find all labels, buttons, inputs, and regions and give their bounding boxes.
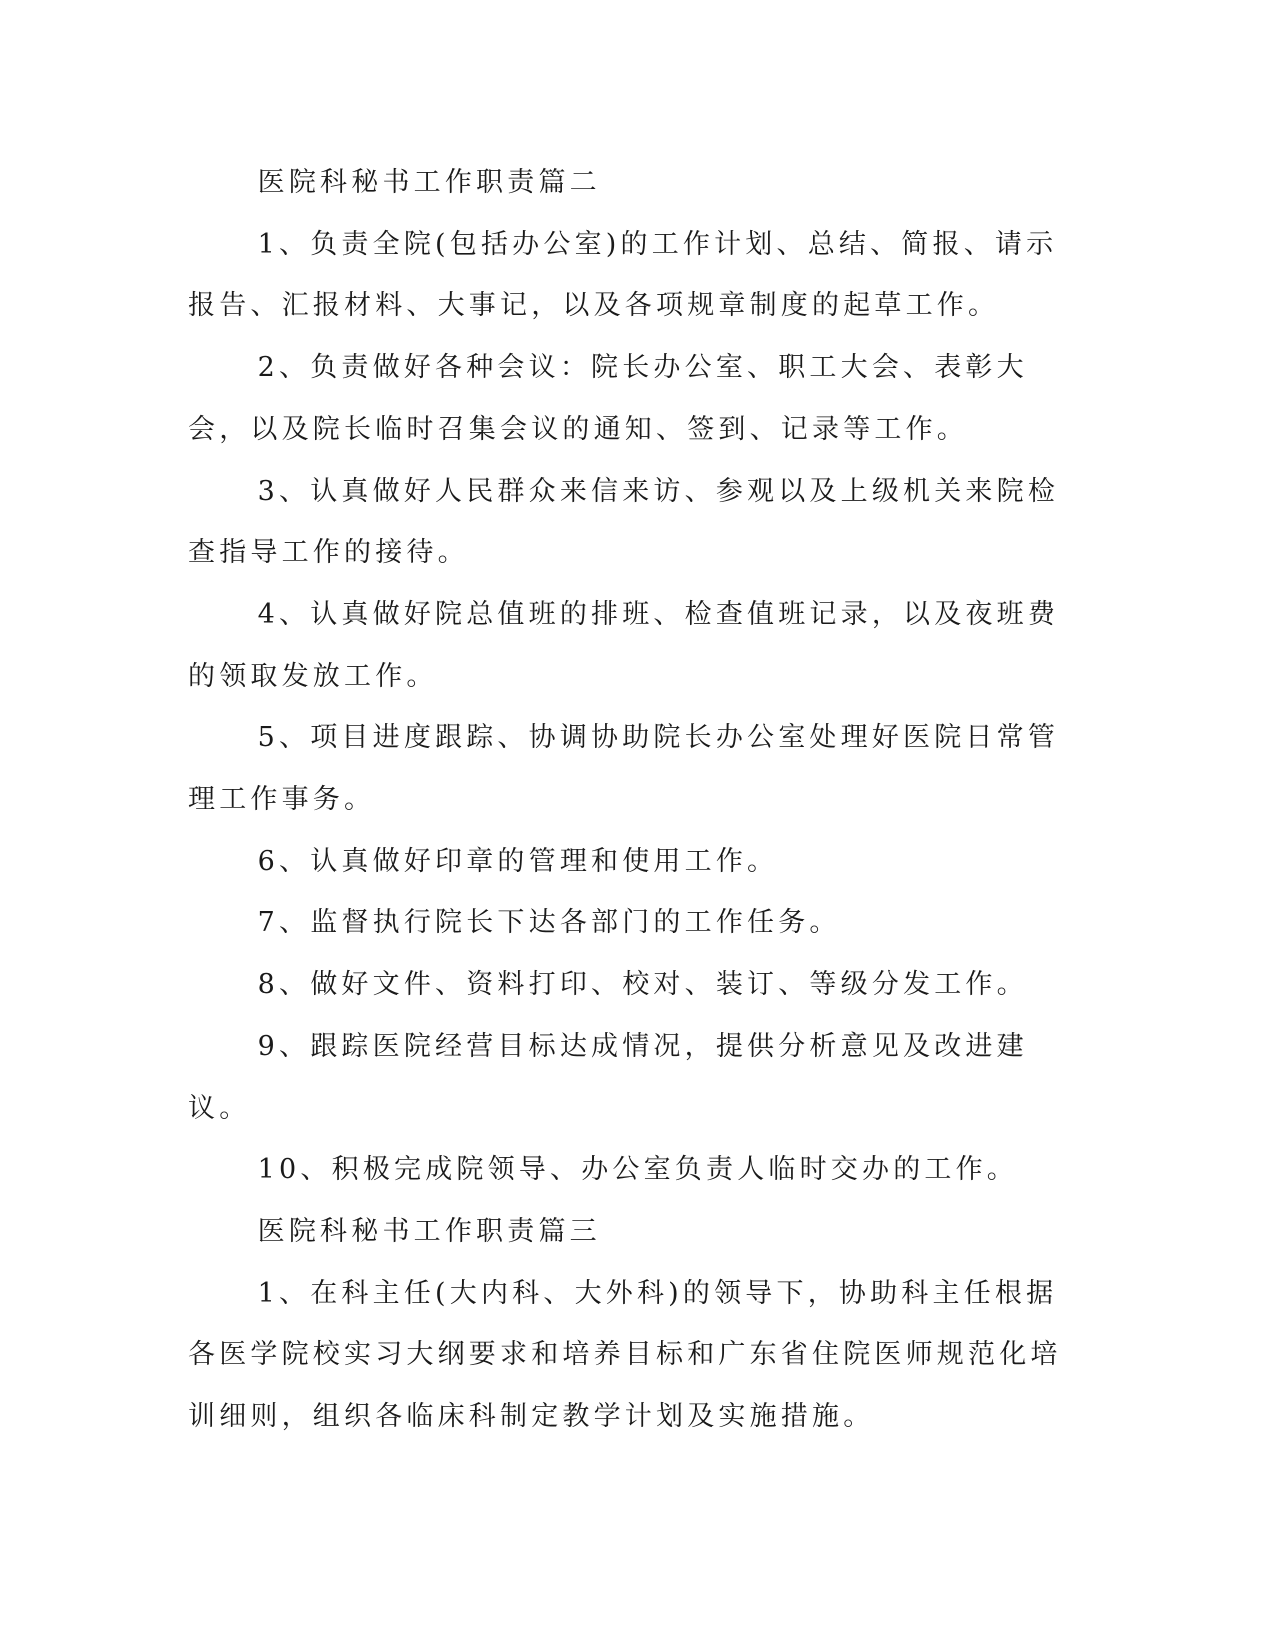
duty-item-3-1: 1、在科主任(大内科、大外科)的领导下，协助科主任根据各医学院校实习大纲要求和培养目标和广东省住院医师规范化培训细则，组织各临床科制定教学计划及实施措施。 xyxy=(188,1277,1062,1433)
duty-item-2-1: 1、负责全院(包括办公室)的工作计划、总结、简报、请示报告、汇报材料、大事记，以及各项规章制度的起草工作。 xyxy=(188,228,1058,322)
duty-item-2-2: 2、负责做好各种会议：院长办公室、职工大会、表彰大会，以及院长临时召集会议的通知、签到、记录等工作。 xyxy=(188,352,1028,445)
document-body xyxy=(188,152,1088,1448)
duty-item-2-10: 10、积极完成院领导、办公室负责人临时交办的工作。 xyxy=(257,1154,1019,1186)
duty-item-2-9: 9、跟踪医院经营目标达成情况，提供分析意见及改进建议。 xyxy=(188,1030,1028,1124)
duty-item-2-5: 5、项目进度跟踪、协调协助院长办公室处理好医院日常管理工作事务。 xyxy=(188,722,1060,816)
duty-item-2-4: 4、认真做好院总值班的排班、检查值班记录，以及夜班费的领取发放工作。 xyxy=(188,598,1060,692)
duty-item-2-8: 8、做好文件、资料打印、校对、装订、等级分发工作。 xyxy=(257,969,1028,1001)
duty-item-2-3: 3、认真做好人民群众来信来访、参观以及上级机关来院检查指导工作的接待。 xyxy=(188,475,1060,569)
duty-item-2-6: 6、认真做好印章的管理和使用工作。 xyxy=(257,845,779,877)
section-heading-2: 医院科秘书工作职责篇二 xyxy=(257,167,601,198)
section-heading-3: 医院科秘书工作职责篇三 xyxy=(257,1215,601,1247)
duty-item-2-7: 7、监督执行院长下达各部门的工作任务。 xyxy=(257,907,841,939)
